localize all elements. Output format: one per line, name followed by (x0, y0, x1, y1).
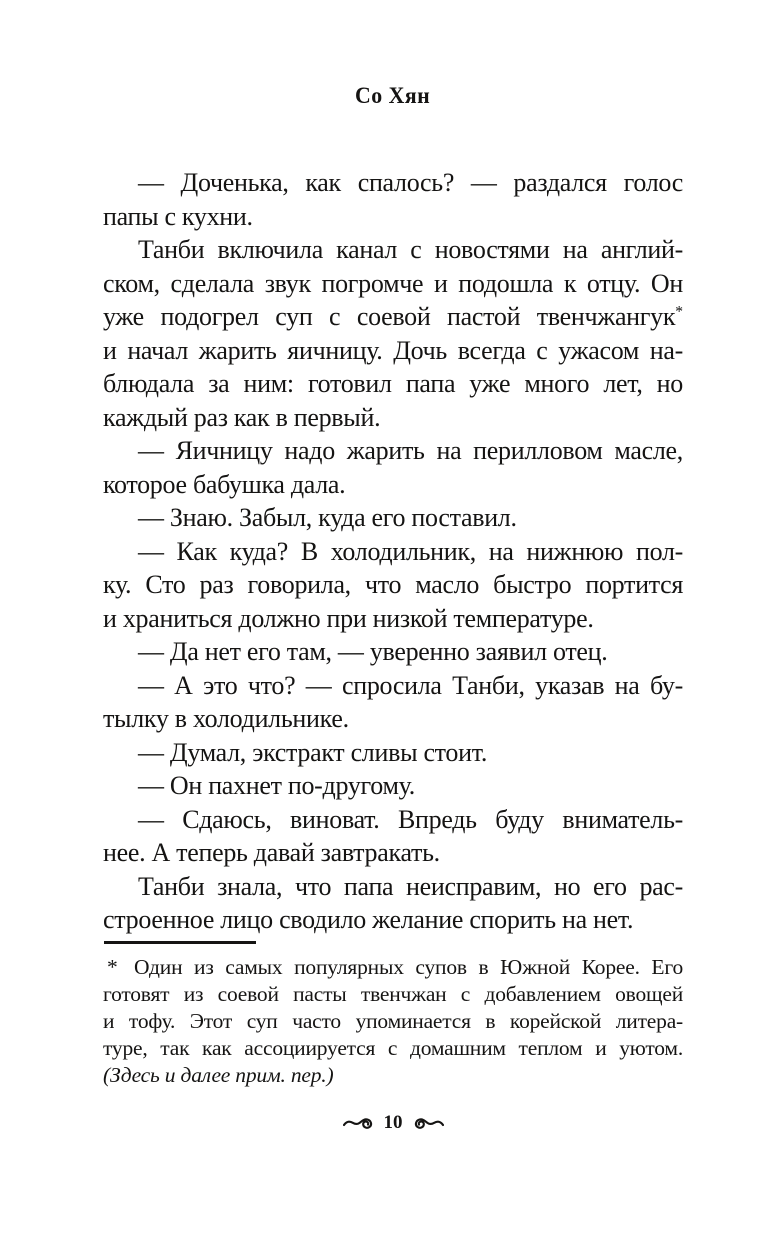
text-line: — А это что? — спросила Танби, указав на бу- (138, 670, 683, 700)
page-number: 10 (383, 1111, 403, 1133)
paragraph (103, 769, 683, 803)
text-line: — Доченька, как спалось? — раздался голос (138, 168, 683, 197)
footnote-line: * Один из самых популярных супов в Южной Корее. Его (103, 954, 683, 981)
paragraph (103, 434, 683, 501)
page-footer (103, 1112, 683, 1132)
text-line: Танби включила канал с новостями на англий- (138, 235, 683, 264)
paragraph (103, 501, 683, 535)
paragraph (103, 736, 683, 770)
paragraph (103, 803, 683, 870)
footnote (103, 954, 683, 1089)
footnote-line: туре, так как ассоциируется с домашним теплом и уютом. (103, 1036, 683, 1060)
footnote-line: (Здесь и далее прим. пер.) (103, 1063, 334, 1087)
text-line: уже подогрел суп с соевой пастой твенчжангук* (103, 302, 683, 331)
paragraph (103, 669, 683, 736)
text-line: папы с кухни. (103, 201, 253, 231)
text-line: — Сдаюсь, виноват. Впредь буду вниматель- (138, 804, 683, 834)
footnote-divider (104, 941, 256, 944)
text-line: — Яичницу надо жарить на перилловом масле, (138, 436, 683, 465)
paragraph (103, 870, 683, 937)
text-line: Танби знала, что папа неисправим, но его рас- (138, 871, 683, 901)
text-line: ском, сделала звук погромче и подошла к отцу. Он (103, 268, 683, 298)
text-line: ку. Сто раз говорила, что масло быстро портится (103, 570, 683, 599)
body-text (103, 166, 683, 937)
text-line: блюдала за ним: готовил папа уже много лет, но (103, 369, 683, 398)
text-line: и начал жарить яичницу. Дочь всегда с ужасом на- (103, 335, 683, 365)
flourish-left-icon (343, 1114, 377, 1130)
text-line: строенное лицо сводило желание спорить на нет. (103, 905, 634, 934)
footnote-line: готовят из соевой пасты твенчжан с добавлением овощей (103, 982, 683, 1006)
footnote-line: и тофу. Этот суп часто упоминается в корейской литера- (103, 1009, 683, 1033)
author-name: Со Хян (355, 83, 431, 108)
text-line: тылку в холодильнике. (103, 704, 349, 733)
paragraph (103, 635, 683, 669)
paragraph (103, 233, 683, 434)
text-line: нее. А теперь давай завтракать. (103, 838, 440, 867)
footnote-reference-asterisk: * (675, 303, 683, 321)
text-line: — Он пахнет по-другому. (138, 771, 415, 800)
text-line: которое бабушка дала. (103, 469, 346, 499)
running-header (103, 83, 683, 109)
text-line: — Как куда? В холодильник, на нижнюю пол- (138, 536, 683, 566)
text-line: — Да нет его там, — уверенно заявил отец. (138, 637, 608, 666)
paragraph (103, 166, 683, 233)
text-line: и храниться должно при низкой температуре. (103, 603, 594, 633)
footnote-marker: * (107, 955, 118, 979)
flourish-right-icon (410, 1114, 444, 1130)
paragraph (103, 535, 683, 636)
text-line: — Думал, экстракт сливы стоит. (138, 737, 488, 767)
text-line: — Знаю. Забыл, куда его поставил. (138, 503, 517, 532)
text-line: каждый раз как в первый. (103, 402, 381, 432)
